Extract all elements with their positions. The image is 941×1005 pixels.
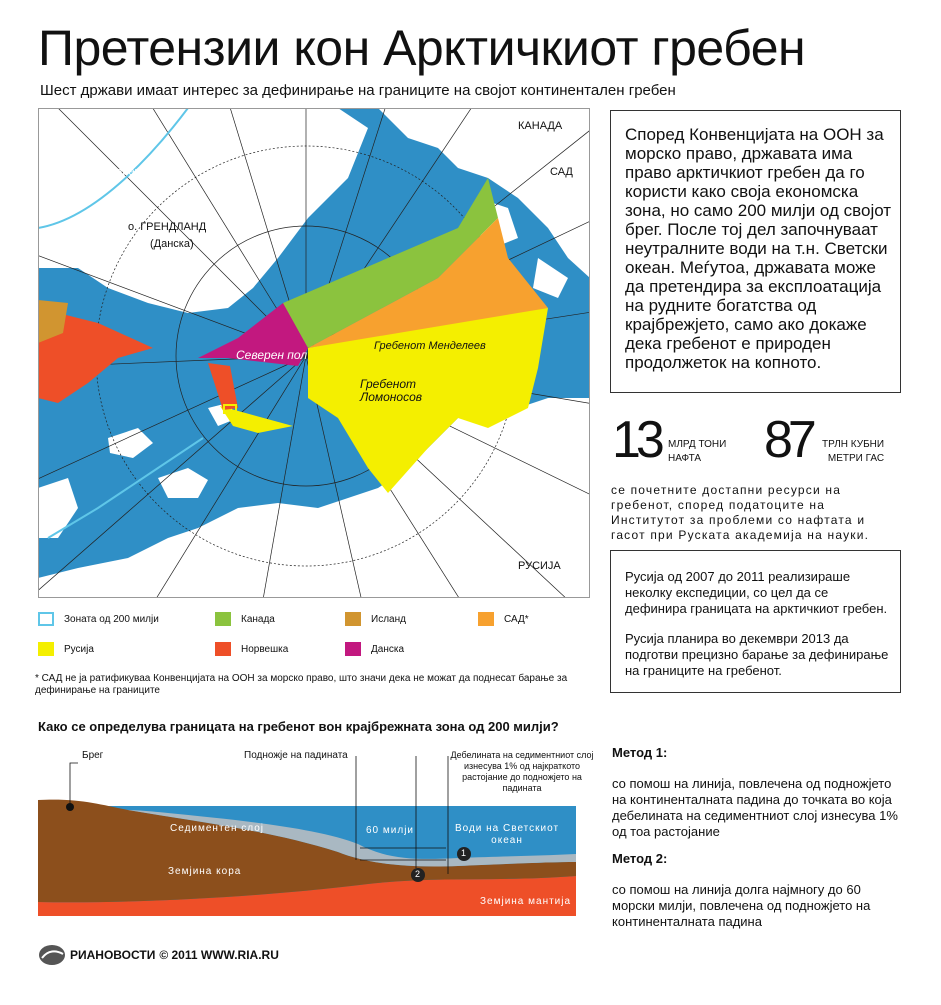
legend-zone-swatch (38, 612, 54, 626)
label-sediment: Седиментен слој (170, 823, 265, 834)
legend-usa-swatch (478, 612, 494, 626)
label-mantle: Земјина мантија (480, 896, 572, 907)
resources-note: се почетните достапни ресурси на гребенот, според податоците на Институтот за проблеми со нафтата и гасот при Руската академија на науки. (611, 483, 870, 542)
legend-denmark-swatch (345, 642, 361, 656)
page-title: Претензии кон Арктичкиот гребен (38, 20, 806, 76)
legend-norway-label: Норвешка (241, 643, 289, 655)
legend-canada-label: Канада (241, 613, 275, 625)
expeditions-p2: Русија планира во декември 2013 да подготви прецизно барање за дефинирање на границите на гребенот. (625, 631, 889, 678)
label-russia: РУСИЈА (518, 560, 561, 572)
label-shore: Брег (82, 750, 104, 761)
expeditions-p1: Русија од 2007 до 2011 реализираше неколку експедиции, со цел да се дефинира границата на арктичкиот гребен. (625, 569, 888, 616)
shelf-profile (38, 744, 594, 916)
label-greenland-note: (Данска) (150, 238, 194, 250)
profile-question: Како се определува границата на гребенот вон крајбрежната зона од 200 милји? (38, 719, 559, 734)
method2-title: Метод 2: (612, 851, 668, 866)
footnote: * САД не ја ратификуваа Конвенцијата на ООН за морско право, што значи дека не можат да поднесат барање за дефинирање на границите (35, 673, 568, 696)
page-subtitle: Шест држави имаат интерес за дефинирање на границите на својот континентален гребен (40, 82, 676, 99)
legend-usa-label: САД* (504, 613, 529, 625)
legend-russia-swatch (38, 642, 54, 656)
oil-value: 13 (612, 411, 660, 469)
label-north-pole: Северен пол (236, 348, 308, 362)
method1-text: со помош на линија, повлечена од подножјето на континенталната падина до точката во која дебелината на седиментниот слој изнесува 1% од тоа растојание (612, 776, 898, 839)
label-greenland: о. ГРЕНДЛАНД (128, 221, 207, 233)
label-foot: Подножје на падината (244, 750, 348, 761)
label-mendeleev: Гребенот Менделеев (374, 340, 486, 352)
label-60-miles: 60 милји (366, 825, 415, 836)
legend-norway (215, 642, 288, 656)
legend-zone-label: Зоната од 200 милји (64, 613, 159, 625)
label-lomonosov: Гребенот Ломоносов (360, 377, 423, 404)
info-box (610, 110, 901, 393)
gas-unit-line1: ТРЛН КУБНИ (822, 439, 885, 450)
label-thickness: Дебелината на седиментниот слој изнесува 1% од најкраткото растојание до подножјето на падината (450, 750, 594, 793)
legend-iceland-swatch (345, 612, 361, 626)
gas-value: 87 (764, 411, 812, 469)
ria-logo-copyright: © 2011 WWW.RIA.RU (159, 948, 279, 962)
gas-unit-line2: МЕТРИ ГАС (827, 453, 885, 464)
shore-dot (66, 803, 74, 811)
ria-logo-brand: РИАНОВОСТИ (70, 948, 156, 962)
label-usa: САД (550, 166, 573, 178)
oil-unit-line1: МЛРД ТОНИ (668, 439, 727, 450)
label-crust: Земјина кора (168, 866, 242, 877)
legend-norway-swatch (215, 642, 231, 656)
marker-1-label: 1 (461, 848, 467, 858)
oil-unit-line2: НАФТА (668, 453, 702, 464)
legend-russia (38, 642, 94, 656)
legend-denmark (345, 642, 404, 656)
method2-text: со помош на линија долга најмногу до 60 морски милји, повлечена од подножјето на континенталната падина (612, 882, 871, 929)
legend-iceland (345, 612, 406, 626)
expeditions-box (610, 550, 901, 693)
legend-zone (38, 612, 159, 626)
method1-title: Метод 1: (612, 745, 668, 760)
legend-usa (478, 612, 529, 626)
arctic-map (38, 108, 590, 598)
marker-2-label: 2 (415, 869, 421, 879)
info-text: Според Конвенцијата на ООН за морско право, државата има право арктичкиот гребен да го користи како своја економска зона, но само 200 милји од својот брег. После тој дел започнуваат неутралните води на т.н. Светски океан. Меѓутоа, државата може да претендира за експлоатација на рудните богатства од крајбрежјето, само ако докаже дека гребенот е природен продолжеток на копното. (625, 125, 892, 372)
oil-unit (668, 438, 726, 466)
legend-canada-swatch (215, 612, 231, 626)
ria-logo-icon (38, 944, 66, 966)
legend-canada (215, 612, 275, 626)
legend-russia-label: Русија (64, 643, 94, 655)
label-canada: КАНАДА (518, 120, 563, 132)
label-polar-circle: Поларен круг (96, 166, 141, 190)
legend-iceland-label: Исланд (371, 613, 406, 625)
legend-denmark-label: Данска (371, 643, 405, 655)
gas-unit (822, 438, 884, 466)
label-ocean: Води на Светскиот океан (454, 823, 560, 846)
ria-logo (38, 944, 279, 966)
